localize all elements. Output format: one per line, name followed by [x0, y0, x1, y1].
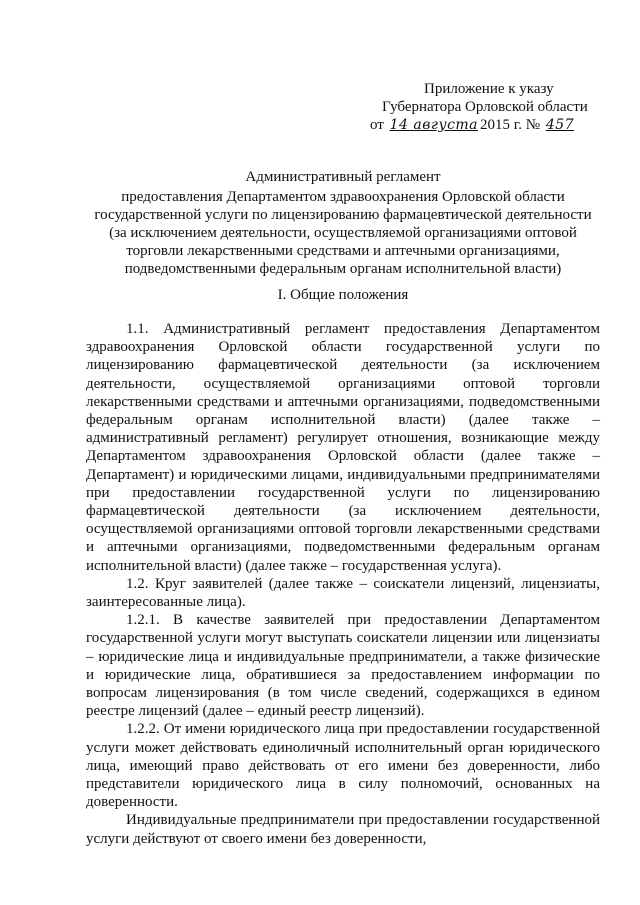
- appendix-line-2: Губернатора Орловской области: [382, 99, 588, 115]
- paragraph: 1.2.2. От имени юридического лица при предоставлении государственной услуги может действовать единоличный исполнительный орган юридического лица, имеющий право действовать от его имени без доверенности, либо представители юридического лица в силу полномочий, основанных на доверенности.: [86, 721, 600, 811]
- appendix-year: 2015 г.: [480, 117, 522, 133]
- appendix-prefix: от: [370, 117, 384, 133]
- paragraph: Индивидуальные предприниматели при предоставлении государственной услуги действуют от своего имени без доверенности,: [86, 812, 600, 847]
- title-line: подведомственными федеральным органам исполнительной власти): [124, 261, 562, 277]
- title-heading: Административный регламент: [245, 169, 441, 185]
- section-heading: I. Общие положения: [277, 287, 409, 303]
- appendix-date-line: [360, 116, 600, 134]
- handwritten-date: 14 августа: [389, 117, 479, 133]
- title-line: торговли лекарственными средствами и аптечными организациями,: [126, 243, 560, 259]
- paragraph: 1.2. Круг заявителей (далее также – соискатели лицензий, лицензиаты, заинтересованные лица).: [86, 575, 600, 611]
- handwritten-number: 457: [545, 117, 575, 133]
- appendix-header: [360, 80, 600, 134]
- paragraph: 1.2.1. В качестве заявителей при предоставлении Департаментом государственной услуги могут выступать соискатели лицензии или лицензиаты – юридические лица и индивидуальные предприниматели, а также физические и юридические лица, обратившиеся за предоставлением информации по вопросам лицензирования (в том числе сведений, содержащихся в едином реестре лицензий (далее – единый реестр лицензий).: [86, 612, 600, 720]
- body-text: [86, 320, 600, 848]
- number-sign: №: [525, 117, 541, 133]
- title-line: предоставления Департаментом здравоохранения Орловской области: [121, 189, 565, 205]
- title-line: (за исключением деятельности, осуществляемой организациями оптовой: [109, 225, 577, 241]
- paragraph: 1.1. Административный регламент предоставления Департаментом здравоохранения Орловской области государственной услуги по лицензированию фармацевтической деятельности (за исключением деятельности, осуществляемой организациями оптовой торговли лекарственными средствами и аптечными организациями, подведомственными федеральным органам исполнительной власти) (далее также – административный регламент) регулирует отношения, возникающие между Департаментом здравоохранения Орловской области (далее также – Департамент) и юридическими лицами, индивидуальными предпринимателями при предоставлении государственной услуги по лицензированию фармацевтической деятельности (за исключением деятельности, осуществляемой организациями оптовой торговли лекарственными средствами и аптечными организациями, подведомственными федеральным органам исполнительной власти) (далее также – государственная услуга).: [86, 321, 600, 574]
- title-line: государственной услуги по лицензированию фармацевтической деятельности: [94, 207, 592, 223]
- document-title: [86, 168, 600, 278]
- appendix-line-1: Приложение к указу: [424, 81, 554, 97]
